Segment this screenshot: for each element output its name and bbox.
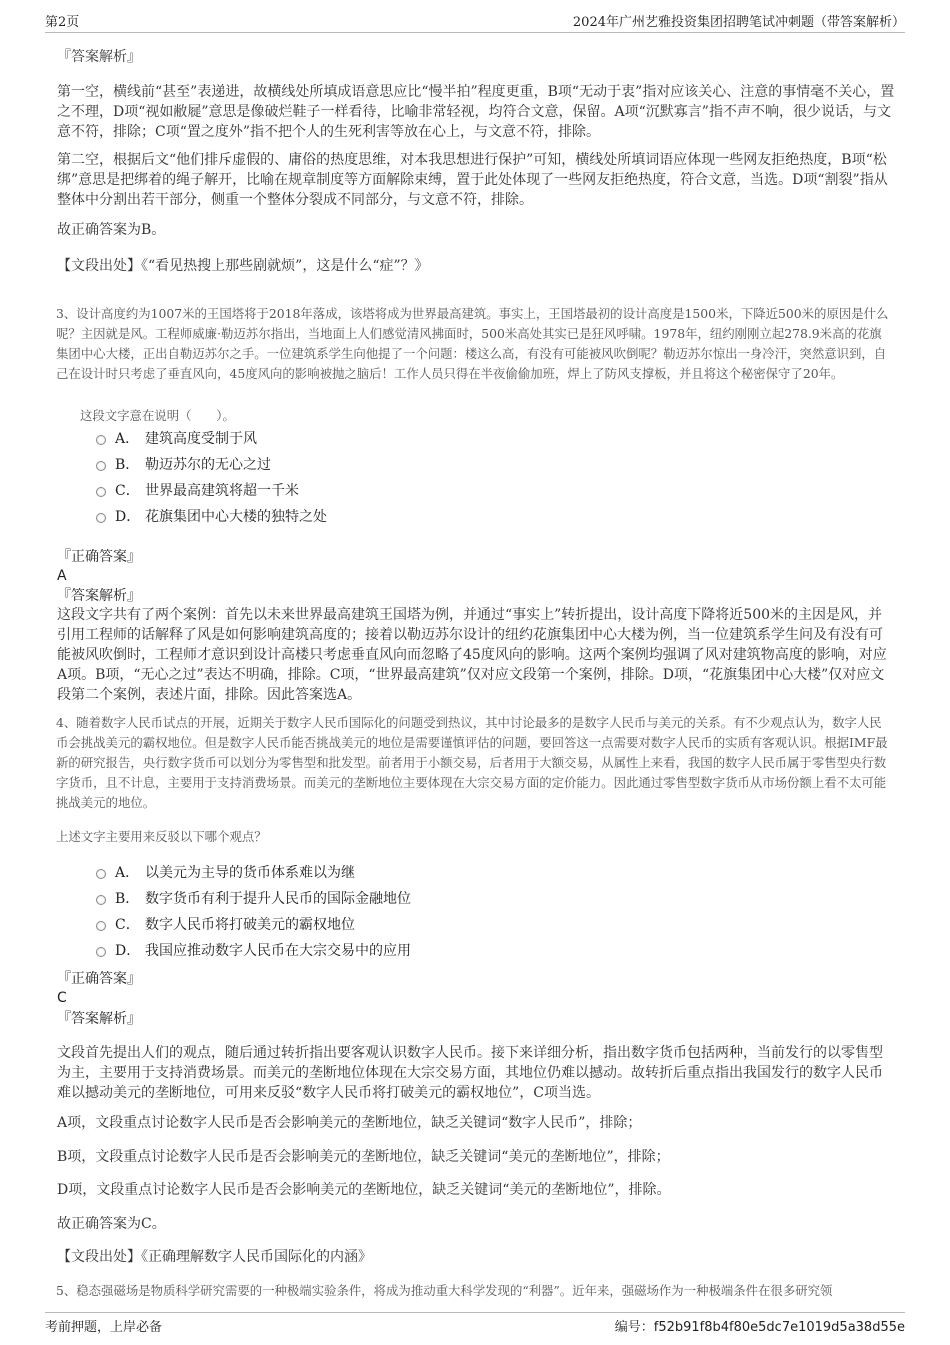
radio-icon[interactable]	[96, 487, 106, 497]
q4-conclusion: 故正确答案为C。	[57, 1216, 166, 1232]
q4-stem: 4、随着数字人民币试点的开展，近期关于数字人民币国际化的问题受到热议，其中讨论最多的是数字人民币与美元的关系。有不少观点认为，数字人民币会挑战美元的霸权地位。但是数字人民币能否挑战美元的地位是需要谨慎评估的问题，要回答这一点需要对数字人民币的实质有客观认识。根据IMF最新的研究报告，央行数字货币可以划分为零售型和批发型。前者用于小额交易，后者用于大额交易，从属性上来看，我国的数字人民币属于零售型央行数字货币，且不计息，主要用于支持消费场景。而美元的垄断地位主要体现在大宗交易方面的定价能力。因此通过零售型数字货币从市场份额上看不太可能挑战美元的地位。	[56, 715, 888, 810]
option-text: 我国应推动数字人民币在大宗交易中的应用	[145, 943, 411, 959]
radio-icon[interactable]	[96, 869, 106, 879]
q4-analysis: 文段首先提出人们的观点，随后通过转折指出要客观认识数字人民币。接下来详细分析，指出数字货币包括两种，当前发行的以零售型为主，主要用于支持消费场景。而美元的垄断地位体现在大宗交易方面，其地位仍难以撼动。故转折后重点指出我国发行的数字人民币难以撼动美元的垄断地位，可用来反驳“数字人民币将打破美元的霸权地位”，C项当选。	[57, 1045, 883, 1101]
radio-icon[interactable]	[96, 461, 106, 471]
option-text: 以美元为主导的货币体系难以为继	[145, 865, 355, 881]
footer-slogan: 考前押题，上岸必备	[45, 1320, 163, 1335]
q4-answer: C	[57, 990, 67, 1006]
q3-analysis: 这段文字共有了两个案例：首先以未来世界最高建筑王国塔为例，并通过“事实上”转折提出，设计高度下降将近500米的主因是风，并引用工程师的话解释了风是如何影响建筑高度的；接着以勒迈苏尔设计的纽约花旗集团中心大楼为例，当一位建筑系学生问及有没有可能被风吹倒时，工程师才意识到设计高楼只考虑垂直风向而忽略了45度风向的影响。这两个案例均强调了风对建筑物高度的影响，对应A项。B项，“无心之过”表达不明确，排除。C项，“世界最高建筑”仅对应文段第一个案例，排除。D项，“花旗集团中心大楼”仅对应文段第二个案例，表述片面，排除。因此答案选A。	[57, 607, 887, 703]
q3-analysis-label: 『答案解析』	[57, 588, 141, 604]
radio-icon[interactable]	[96, 921, 106, 931]
option-key: A．	[115, 431, 140, 447]
q5-stem: 5、稳态强磁场是物质科学研究需要的一种极端实验条件，将成为推动重大科学发现的“利器”。近年来，强磁场作为一种极端条件在很多研究领	[56, 1283, 833, 1298]
q3-option-d[interactable]	[96, 506, 327, 526]
q3-option-a[interactable]	[96, 428, 257, 448]
option-key: A．	[115, 865, 140, 881]
option-text: 花旗集团中心大楼的独特之处	[145, 509, 327, 525]
q4-answer-label: 『正确答案』	[57, 971, 141, 987]
radio-icon[interactable]	[96, 513, 106, 523]
q3-stem: 3、设计高度约为1007米的王国塔将于2018年落成，该塔将成为世界最高建筑。事实上，王国塔最初的设计高度是1500米，下降近500米的原因是什么呢？主因就是风。工程师威廉·勒迈苏尔指出，当地面上人们感觉清风拂面时，500米高处其实已是狂风呼啸。1978年，纽约刚刚立起278.9米高的花旗集团中心大楼，正出自勒迈苏尔之手。一位建筑系学生向他提了一个问题：楼这么高，有没有可能被风吹倒呢？勒迈苏尔惊出一身冷汗，突然意识到，自己在设计时只考虑了垂直风向，45度风向的影响被抛之脑后！工作人员只得在半夜偷偷加班，焊上了防风支撑板，并且将这个秘密保守了20年。	[56, 306, 889, 381]
option-key: D．	[115, 509, 141, 525]
option-key: B．	[115, 457, 140, 473]
q4-option-a[interactable]	[96, 862, 355, 882]
q4-analysis-option-a: A项，文段重点讨论数字人民币是否会影响美元的垄断地位，缺乏关键词“数字人民币”，排除；	[57, 1115, 642, 1131]
q2-analysis-para2: 第二空，根据后文“他们排斥虚假的、庸俗的热度思维，对本我思想进行保护”可知，横线处所填词语应体现一些网友拒绝热度，B项“松绑”意思是把绑着的绳子解开，比喻在规章制度等方面解除束缚，置于此处体现了一些网友拒绝热度，符合文意，当选。D项“割裂”指从整体中分割出若干部分，侧重一个整体分裂成不同部分，与文意不符，排除。	[57, 152, 888, 208]
document-title: 2024年广州艺雅投资集团招聘笔试冲刺题（带答案解析）	[572, 15, 905, 30]
option-key: D．	[115, 943, 141, 959]
option-text: 数字货币有利于提升人民币的国际金融地位	[145, 891, 411, 907]
radio-icon[interactable]	[96, 435, 106, 445]
q3-answer: A	[57, 568, 67, 584]
q4-analysis-option-d: D项，文段重点讨论数字人民币是否会影响美元的垄断地位，缺乏关键词“美元的垄断地位”，排除。	[57, 1182, 671, 1198]
option-key: B．	[115, 891, 140, 907]
radio-icon[interactable]	[96, 895, 106, 905]
footer-code: f52b91f8b4f80e5dc7e1019d5a38d55e	[653, 1320, 905, 1335]
q3-option-c[interactable]	[96, 480, 299, 500]
q3-prompt: 这段文字意在说明（ ）。	[80, 408, 235, 423]
q4-option-d[interactable]	[96, 940, 411, 960]
q2-conclusion: 故正确答案为B。	[57, 222, 166, 238]
q3-option-b[interactable]	[96, 454, 271, 474]
q4-analysis-label: 『答案解析』	[57, 1011, 141, 1027]
q2-analysis-label: 『答案解析』	[57, 49, 141, 65]
q3-answer-label: 『正确答案』	[57, 549, 141, 565]
page-number: 第2页	[45, 15, 80, 30]
option-text: 勒迈苏尔的无心之过	[145, 457, 271, 473]
option-key: C．	[115, 917, 140, 933]
footer-code-wrap	[615, 1316, 905, 1335]
q4-option-b[interactable]	[96, 888, 411, 908]
option-text: 建筑高度受制于风	[145, 431, 257, 447]
q2-analysis-para1: 第一空，横线前“甚至”表递进，故横线处所填成语意思应比“慢半拍”程度更重，B项“无动于衷”指对应该关心、注意的事情毫不关心，置之不理，D项“视如敝屣”意思是像破烂鞋子一样看待，比喻非常轻视，均符合文意，保留。A项“沉默寡言”指不声不响，很少说话，与文意不符，排除；C项“置之度外”指不把个人的生死利害等放在心上，与文意不符，排除。	[57, 84, 895, 140]
option-key: C．	[115, 483, 140, 499]
q2-source: 【文段出处】《“看见热搜上那些剧就烦”，这是什么“症”？》	[57, 258, 429, 274]
q4-analysis-option-b: B项，文段重点讨论数字人民币是否会影响美元的垄断地位，缺乏关键词“美元的垄断地位”，排除；	[57, 1149, 670, 1165]
q4-prompt: 上述文字主要用来反驳以下哪个观点？	[56, 829, 267, 844]
footer-code-label: 编号：	[614, 1320, 654, 1335]
page-header	[45, 11, 905, 33]
page-footer	[45, 1312, 905, 1335]
option-text: 世界最高建筑将超一千米	[145, 483, 299, 499]
q4-option-c[interactable]	[96, 914, 355, 934]
option-text: 数字人民币将打破美元的霸权地位	[145, 917, 355, 933]
q4-source: 【文段出处】《正确理解数字人民币国际化的内涵》	[57, 1249, 372, 1265]
radio-icon[interactable]	[96, 947, 106, 957]
